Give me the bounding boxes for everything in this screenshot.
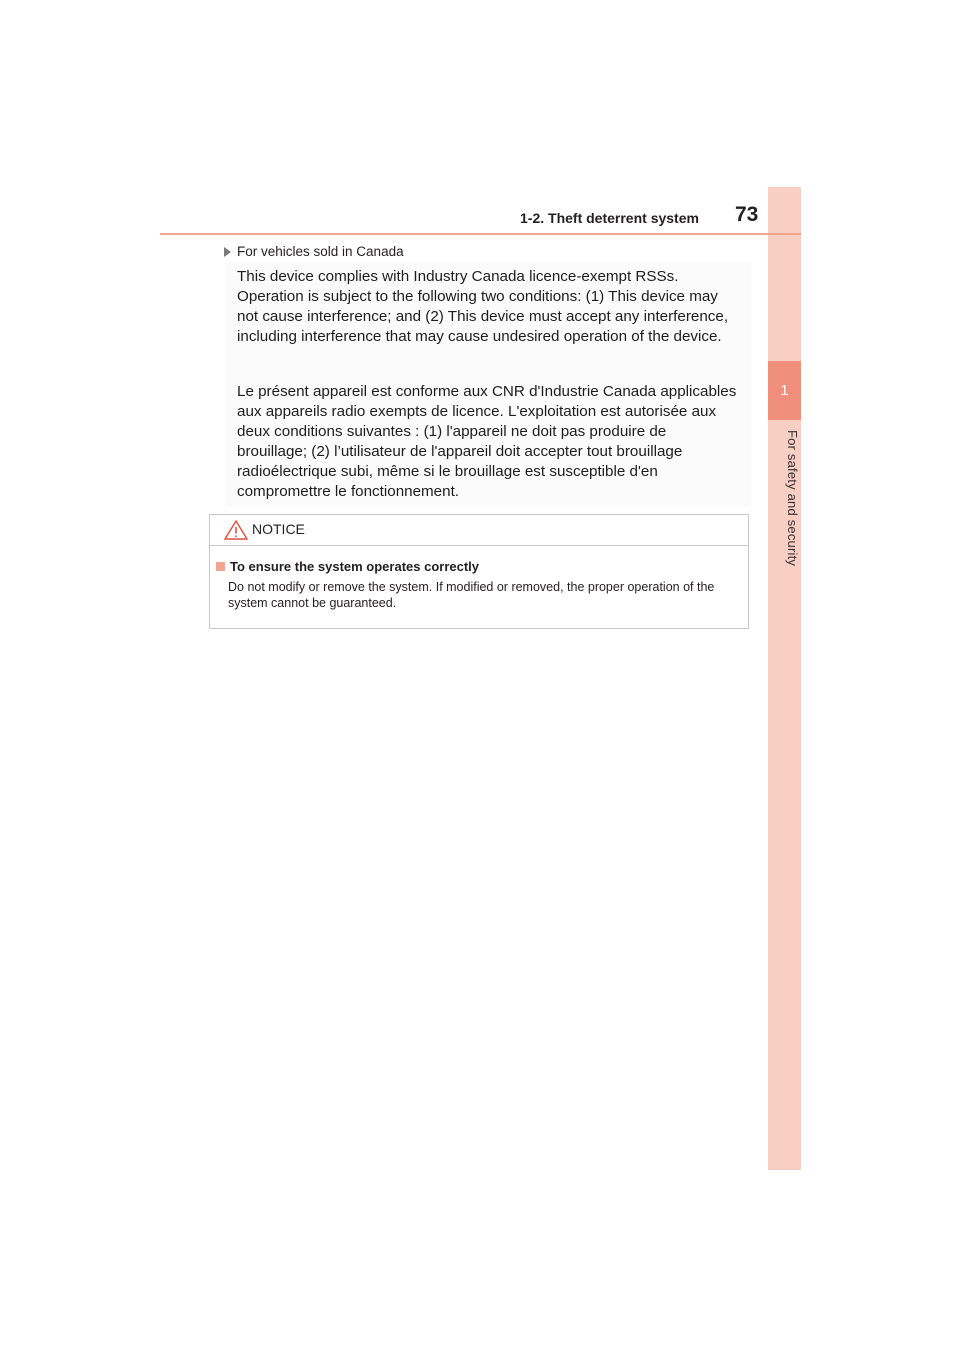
compliance-label-image <box>226 262 751 507</box>
notice-box <box>209 514 749 629</box>
region-line-text: For vehicles sold in Canada <box>237 244 404 259</box>
chapter-title-tab: For safety and security <box>785 430 800 567</box>
chapter-number-tab: 1 <box>768 361 801 420</box>
notice-heading-text: To ensure the system operates correctly <box>230 559 480 574</box>
region-line <box>224 244 404 259</box>
triangle-bullet-icon <box>224 247 231 257</box>
section-title: 1-2. Theft deterrent system <box>520 210 699 226</box>
notice-body: Do not modify or remove the system. If modified or removed, the proper operation of the system cannot be guaranteed. <box>228 580 715 610</box>
square-bullet-icon <box>216 562 225 571</box>
page-number: 73 <box>735 203 759 226</box>
label-text-fr: Le présent appareil est conforme aux CNR d'Industrie Canada applicables aux appareils radio exempts de licence. L'exploitation est autorisée aux deux conditions suivantes : (1) l'appareil ne doit pas produire de brouillage; (2) l’utilisateur de l'appareil doit accepter tout brouillage radioélectrique subi, même si le brouillage est susceptible d'en compromettre le fonctionnement. <box>237 383 737 500</box>
notice-header <box>210 515 748 546</box>
notice-heading <box>216 559 479 574</box>
side-tab <box>768 187 801 1170</box>
label-text-en: This device complies with Industry Canada licence-exempt RSSs. Operation is subject to the following two conditions: (1) This device may not cause interference; and (2) This device must accept any interference, including interference that may cause undesired operation of the device. <box>237 268 729 345</box>
notice-title: NOTICE <box>252 521 305 537</box>
header-rule <box>160 233 801 235</box>
warning-icon <box>224 520 248 540</box>
